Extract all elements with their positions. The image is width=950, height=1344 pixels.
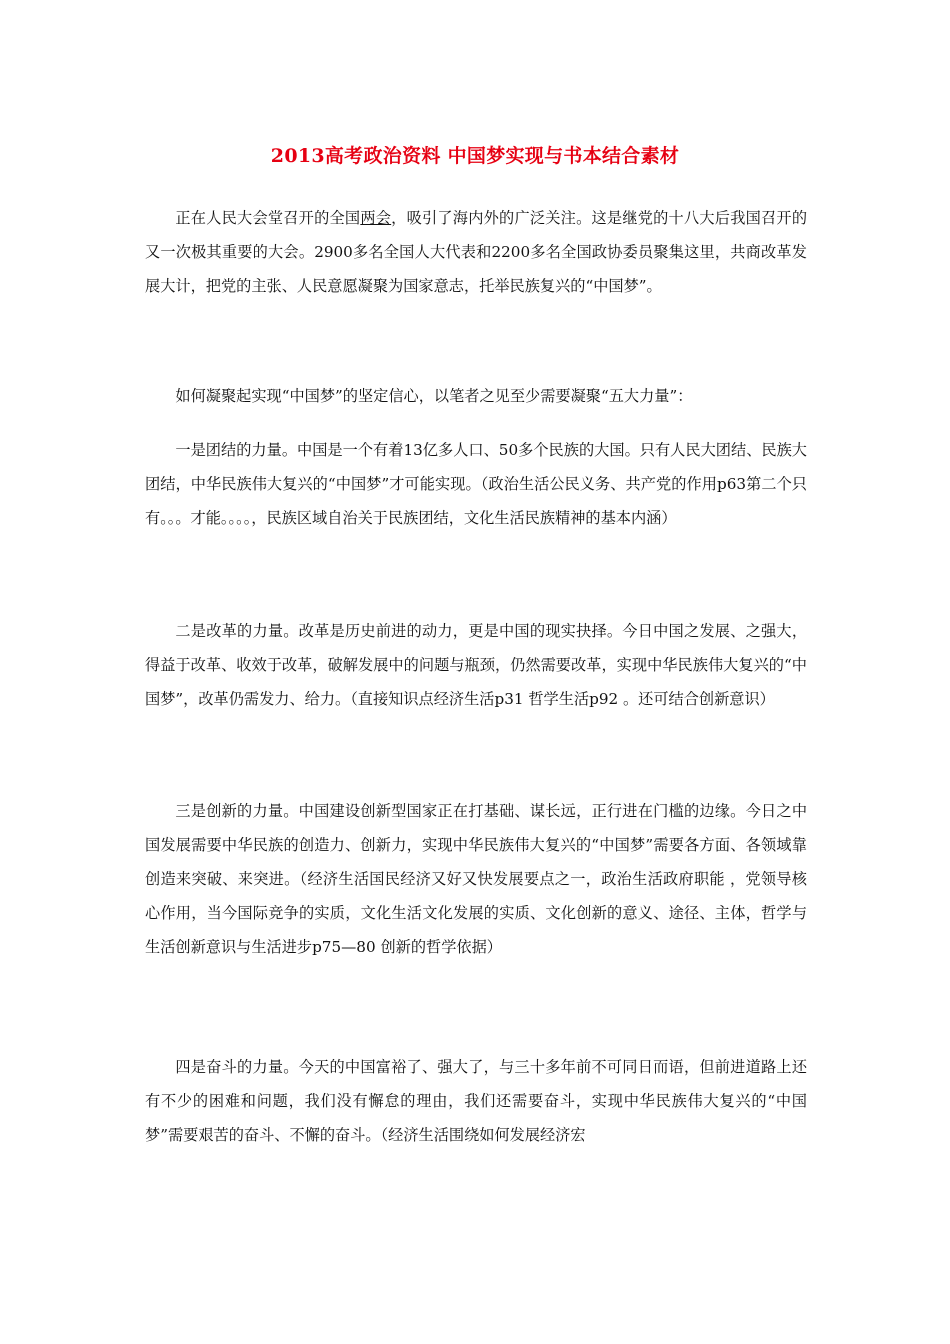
paragraph-intro <box>145 201 807 303</box>
paragraph-struggle: 四是奋斗的力量。今天的中国富裕了、强大了，与三十多年前不可同日而语，但前进道路上还有不少的困难和问题，我们没有懈怠的理由，我们还需要奋斗，实现中华民族伟大复兴的“中国梦”需要艰苦的奋斗、不懈的奋斗。（经济生活围绕如何发展经济宏 <box>145 1058 807 1144</box>
paragraph-five-forces: 如何凝聚起实现“中国梦”的坚定信心，以笔者之见至少需要凝聚“五大力量”： <box>175 387 693 405</box>
paragraph-innovation: 三是创新的力量。中国建设创新型国家正在打基础、谋长远，正行进在门槛的边缘。今日之中国发展需要中华民族的创造力、创新力，实现中华民族伟大复兴的“中国梦”需要各方面、各领域靠创造来突破、来突进。（经济生活国民经济又好又快发展要点之一，政治生活政府职能 ，党领导核心作用，当今国际竞争的实质，文化生活文化发展的实质、文化创新的意义、途径、主体，哲学与生活创新意识与生活进步p75—80 创新的哲学依据） <box>145 802 807 956</box>
document-title: 2013高考政治资料 中国梦实现与书本结合素材 <box>270 145 680 167</box>
lianghui-link[interactable]: 两会 <box>360 209 392 227</box>
paragraph-intro-before: 正在人民大会堂召开的全国 <box>175 209 361 227</box>
paragraph-reform: 二是改革的力量。改革是历史前进的动力，更是中国的现实抉择。今日中国之发展、之强大，得益于改革、收效于改革，破解发展中的问题与瓶颈，仍然需要改革，实现中华民族伟大复兴的“中国梦”，改革仍需发力、给力。（直接知识点经济生活p31 哲学生活p92 。还可结合创新意识） <box>145 622 807 708</box>
paragraph-unity: 一是团结的力量。中国是一个有着13亿多人口、50多个民族的大国。只有人民大团结、民族大团结，中华民族伟大复兴的“中国梦”才可能实现。（政治生活公民义务、共产党的作用p63第二个只有。。。才能。。。。，民族区域自治关于民族团结，文化生活民族精神的基本内涵） <box>145 441 807 527</box>
paragraph-intro-after: ，吸引了海内外的广泛关注。这是继党的十八大后我国召开的又一次极其重要的大会。2900多名全国人大代表和2200多名全国政协委员聚集这里，共商改革发展大计，把党的主张、人民意愿凝聚为国家意志，托举民族复兴的“中国梦”。 <box>145 209 808 295</box>
